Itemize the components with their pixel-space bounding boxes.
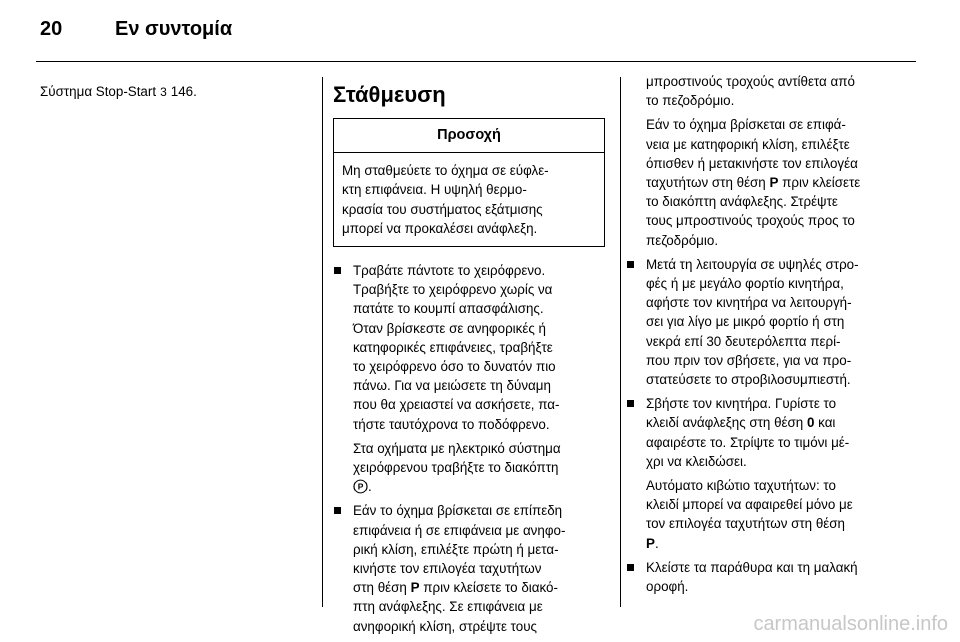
text-line: πτη ανάφλεξης. Σε επιφάνεια με: [353, 599, 543, 615]
page-number: 20: [40, 18, 63, 40]
text-line: φές ή με μεγάλο φορτίο κινητήρα,: [646, 276, 844, 292]
text-line: χειρόφρενου τραβήξτε το διακόπτη: [353, 460, 559, 476]
text-line: [646, 173, 908, 192]
list-item-continuation: [333, 439, 605, 497]
right-column: [626, 72, 908, 601]
text-span: ταχυτήτων στη θέση: [646, 175, 766, 191]
text-line: που θα χρειαστεί να ασκήσετε, πα-: [353, 397, 560, 413]
chapter-title: Εν συντομία: [115, 18, 233, 40]
text-line: που πριν τον σβήσετε, για να προ-: [646, 352, 852, 368]
middle-column: [333, 82, 605, 641]
warning-line: μπορεί να προκαλέσει ανάφλεξη.: [342, 220, 538, 236]
warning-box: [333, 118, 605, 247]
text-line: Κλείστε τα παράθυρα και τη μαλακή: [646, 559, 858, 575]
list-item: [626, 255, 908, 389]
ref-page-link[interactable]: 146.: [170, 84, 197, 99]
text-line: πεζοδρόμιο.: [646, 232, 719, 248]
warning-title: Προσοχή: [334, 119, 604, 153]
text-line: μπροστινούς τροχούς αντίθετα από: [646, 74, 855, 89]
text-line: νεια με κατηφορική κλίση, επιλέξτε: [646, 136, 850, 152]
text-line: τον επιλογέα ταχυτήτων στη θέση: [646, 516, 845, 532]
text-line: [353, 477, 605, 496]
text-end: .: [368, 479, 372, 495]
page-header: [0, 0, 960, 62]
text-line: κατηφορικές επιφάνειες, τραβήξτε: [353, 339, 553, 355]
text-line: Στα οχήματα με ηλεκτρικό σύστημα: [353, 440, 561, 456]
text-line: Εάν το όχημα βρίσκεται σε επιφά-: [646, 117, 846, 133]
list-item-continuation: [626, 476, 908, 553]
bullet-square-icon: [334, 267, 341, 274]
bullet-square-icon: [627, 261, 634, 268]
text-span: πριν κλείσετε το διακό-: [423, 580, 558, 596]
bullet-square-icon: [334, 507, 341, 514]
warning-text: [334, 153, 604, 246]
text-line: πάνω. Για να μειώσετε τη δύναμη: [353, 378, 551, 394]
text-line: στατεύσετε το στροβιλοσυμπιεστή.: [646, 372, 851, 388]
bullet-square-icon: [627, 400, 634, 407]
header-rule: [36, 61, 916, 62]
list-item-continuation: [626, 72, 908, 110]
text-line: τους μπροστινούς τροχούς προς το: [646, 213, 855, 229]
text-line: Τραβήξτε το χειρόφρενο χωρίς να: [353, 282, 553, 298]
gear-position-p: P: [410, 580, 420, 596]
text-span: πριν κλείσετε: [782, 175, 861, 191]
warning-line: Μη σταθμεύετε το όχημα σε εύφλε-: [342, 163, 549, 179]
warning-line: κρασία του συστήματος εξάτμισης: [342, 201, 543, 217]
list-item: [333, 261, 605, 434]
text-line: νεκρά επί 30 δευτερόλεπτα περί-: [646, 333, 841, 349]
watermark: carmanualsonline.info: [753, 613, 948, 635]
text-span: κλειδί ανάφλεξης στη θέση: [646, 415, 804, 431]
text-line: αφαιρέστε το. Στρίψτε το τιμόνι μέ-: [646, 434, 850, 450]
text-line: [646, 413, 908, 432]
text-line: Σβήστε τον κινητήρα. Γυρίστε το: [646, 396, 837, 412]
text-line: πατάτε το κουμπί απασφάλισης.: [353, 301, 544, 317]
text-line: κινήστε τον επιλογέα ταχυτήτων: [353, 561, 542, 577]
text-line: το χειρόφρενο όσο το δυνατόν πιο: [353, 359, 556, 375]
text-line: χρι να κλειδώσει.: [646, 453, 747, 469]
text-line: σει για λίγο με μικρό φορτίο ή στη: [646, 314, 845, 330]
column-divider: [620, 77, 621, 607]
cross-reference: [40, 82, 315, 102]
text-line: Αυτόματο κιβώτιο ταχυτήτων: το: [646, 478, 836, 494]
list-item: [333, 501, 605, 635]
text-line: το πεζοδρόμιο.: [646, 93, 735, 109]
left-column: [40, 82, 315, 107]
parking-brake-icon: [353, 479, 368, 494]
text-line: ρική κλίση, επιλέξτε πρώτη ή μετα-: [353, 541, 559, 557]
ref-text: Σύστημα Stop-Start: [40, 84, 157, 99]
list-item: [626, 394, 908, 471]
list-item: [626, 558, 908, 596]
gear-position-p: P: [769, 175, 779, 191]
text-line: όπισθεν ή μετακινήστε τον επιλογέα: [646, 155, 858, 171]
text-span: στη θέση: [353, 580, 407, 596]
text-end: .: [654, 535, 659, 551]
text-line: Εάν το όχημα βρίσκεται σε επίπεδη: [353, 503, 563, 519]
text-line: [646, 534, 908, 553]
text-line: το διακόπτη ανάφλεξης. Στρέψτε: [646, 194, 838, 210]
text-line: τήστε ταυτόχρονα το ποδόφρενο.: [353, 416, 550, 432]
key-position-0: 0: [806, 415, 815, 431]
bullet-square-icon: [627, 564, 634, 571]
text-span: και: [818, 415, 836, 431]
warning-line: κτη επιφάνεια. Η υψηλή θερμο-: [342, 182, 527, 198]
gear-position-p: P: [646, 535, 655, 551]
section-title: Στάθμευση: [333, 82, 446, 107]
text-line: οροφή.: [646, 579, 689, 595]
column-divider: [322, 77, 323, 607]
arrow-ref-icon: 3: [160, 85, 167, 99]
text-line: Μετά τη λειτουργία σε υψηλές στρο-: [646, 256, 859, 272]
text-line: [353, 578, 605, 597]
text-line: κλειδί μπορεί να αφαιρεθεί μόνο με: [646, 497, 853, 513]
svg-text:P: P: [357, 481, 364, 492]
text-line: επιφάνεια ή σε επιφάνεια με ανηφο-: [353, 522, 566, 538]
paragraph: [626, 115, 908, 249]
text-line: αφήστε τον κινητήρα να λειτουργή-: [646, 295, 852, 311]
text-line: Τραβάτε πάντοτε το χειρόφρενο.: [353, 263, 546, 279]
text-line: Όταν βρίσκεστε σε ανηφορικές ή: [353, 320, 546, 336]
text-line: ανηφορική κλίση, στρέψτε τους: [353, 618, 537, 634]
